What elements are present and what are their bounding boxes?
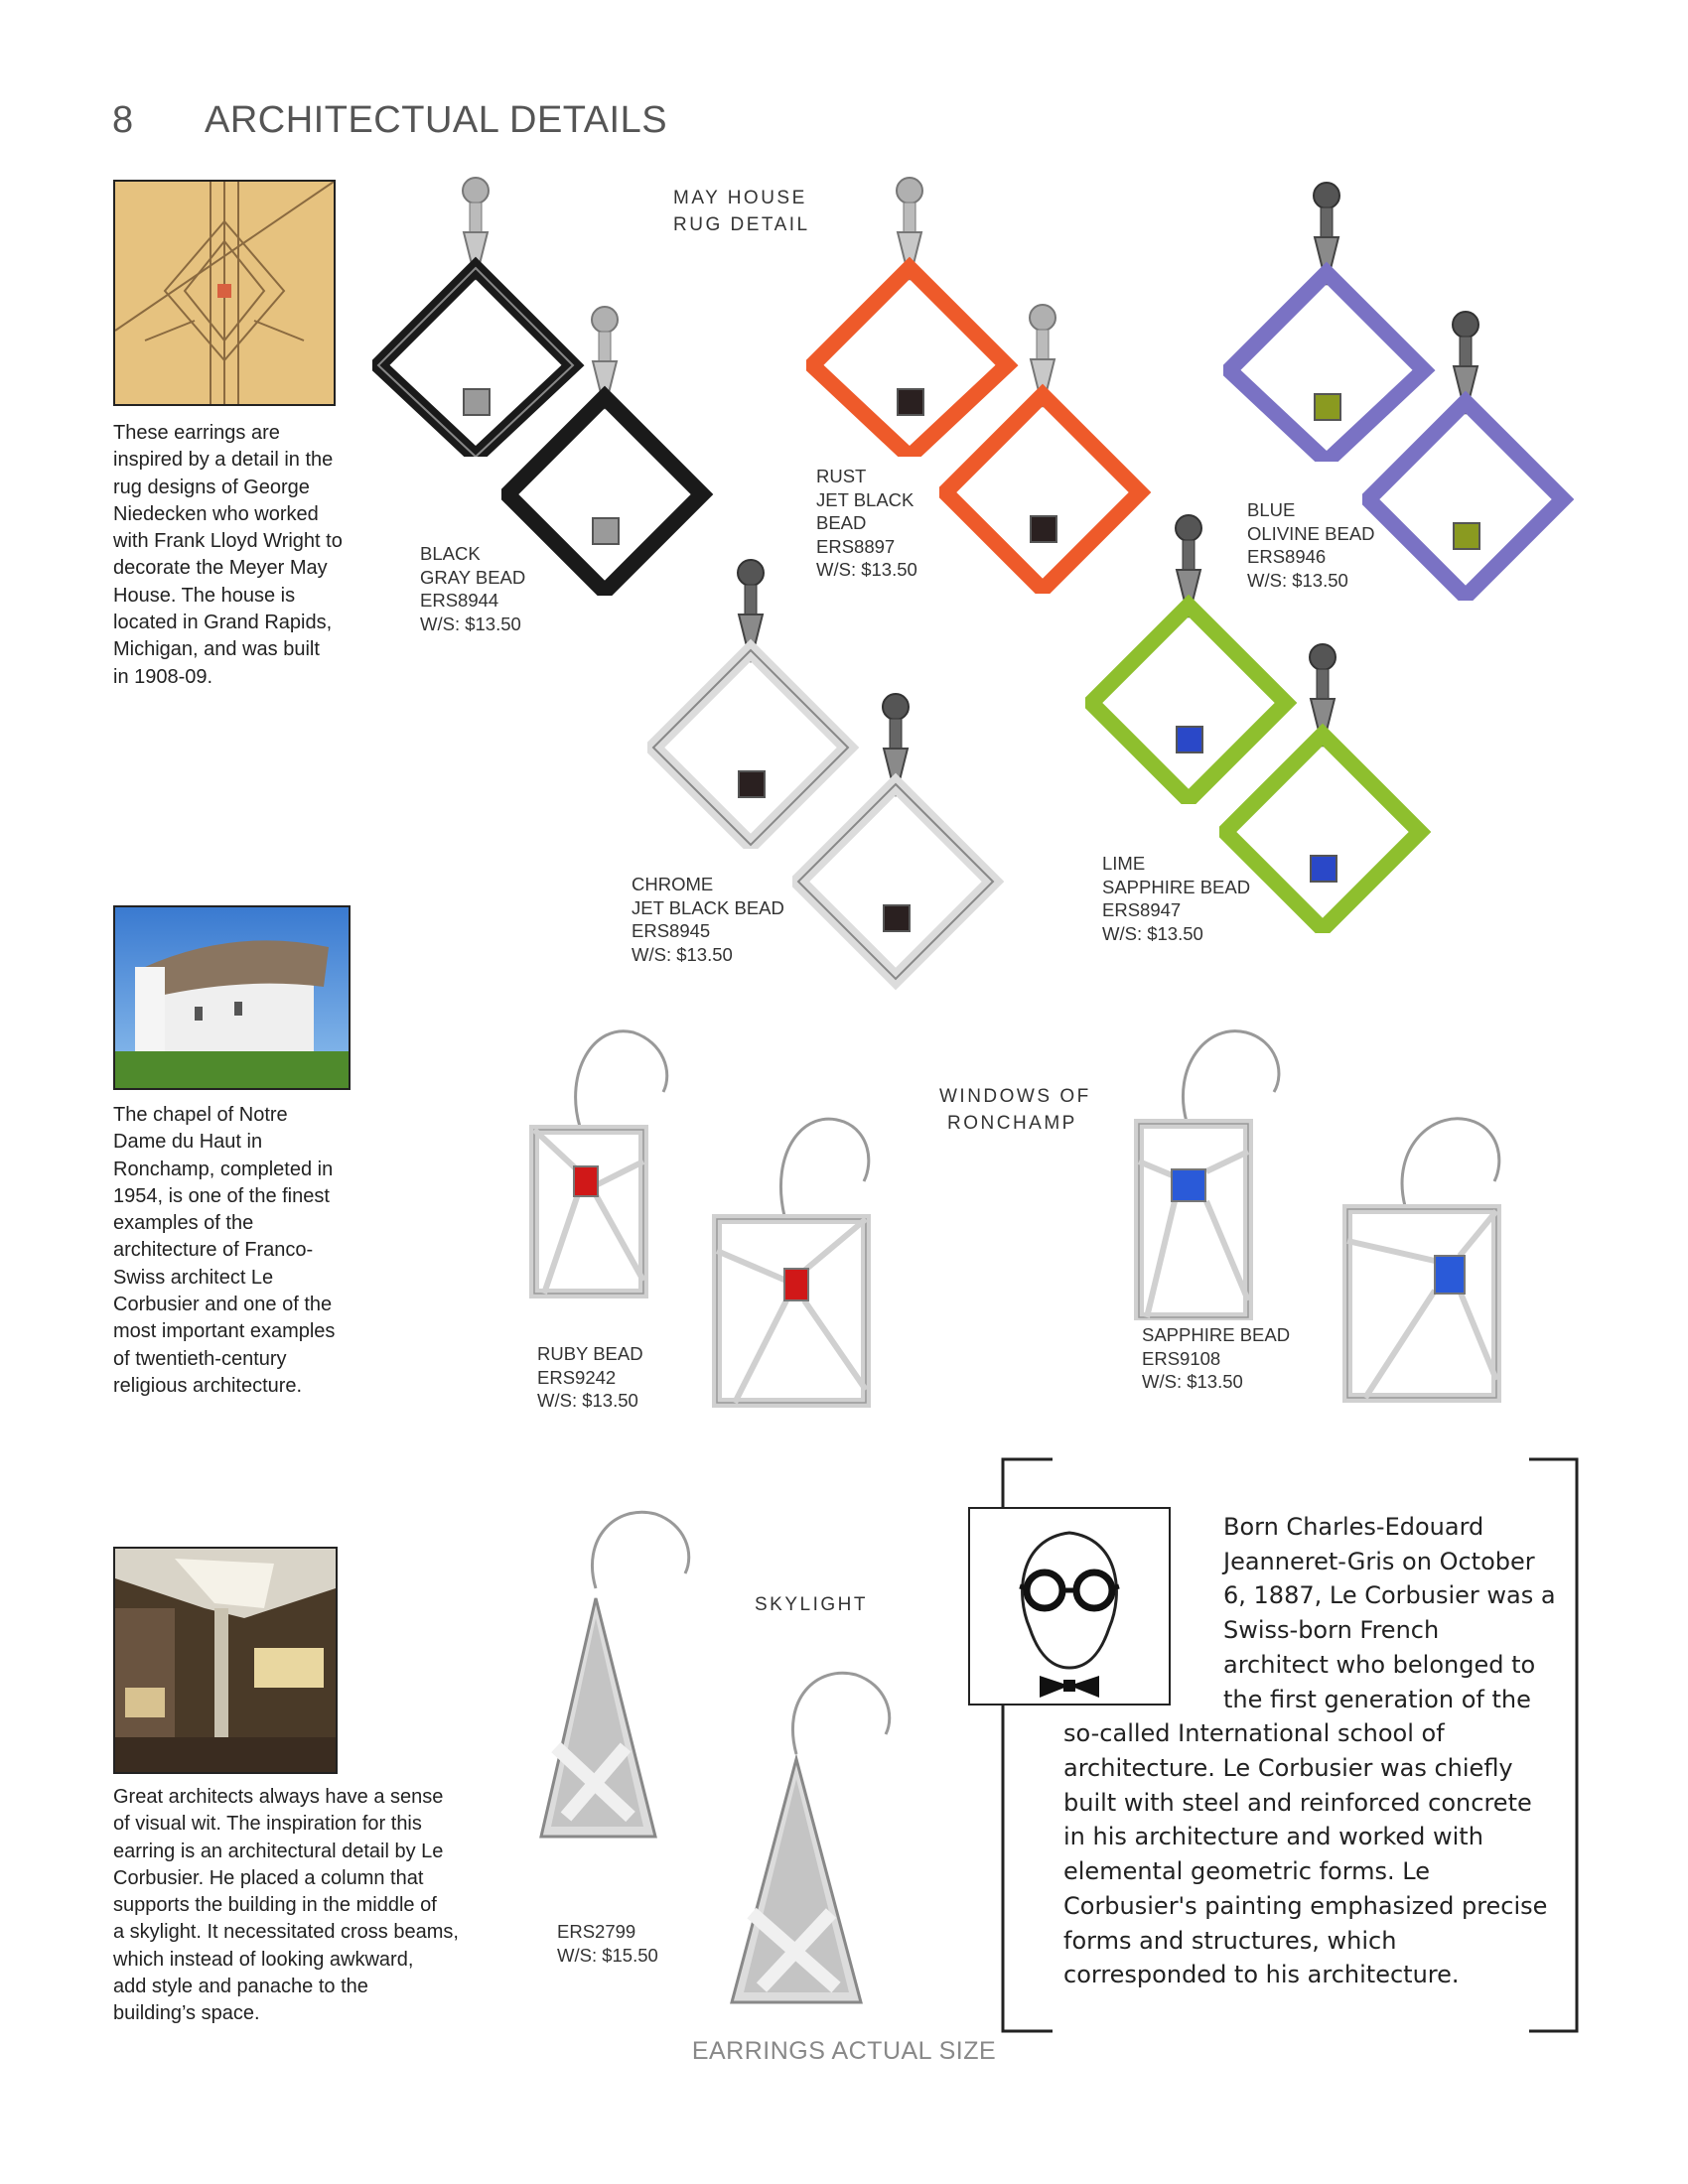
- page-title: ARCHITECTUAL DETAILS: [205, 99, 668, 141]
- earring-blue-2: [1362, 303, 1581, 601]
- label-chrome: CHROME JET BLACK BEAD ERS8945 W/S: $13.50: [632, 874, 784, 965]
- earring-skylight-2: [717, 1660, 935, 2017]
- may-house-section-title: MAY HOUSE RUG DETAIL: [673, 188, 810, 235]
- earring-lime-2: [1219, 635, 1438, 933]
- label-skylight: ERS2799 W/S: $15.50: [557, 1921, 658, 1966]
- earring-sapphire-2: [1336, 1092, 1574, 1420]
- earring-sapphire-1: [1127, 1013, 1345, 1320]
- skylight-interior-photo: [113, 1547, 338, 1774]
- label-blue: BLUE OLIVINE BEAD ERS8946 W/S: $13.50: [1247, 499, 1375, 591]
- earring-ruby-2: [705, 1092, 923, 1420]
- ronchamp-section-title: WINDOWS OF RONCHAMP: [939, 1086, 1091, 1134]
- label-ruby: RUBY BEAD ERS9242 W/S: $13.50: [537, 1343, 643, 1411]
- may-house-description: These earrings are inspired by a detail in the rug designs of George Niedecken who worked with Frank Lloyd Wright to decorate the Meyer May House. The house is located in Grand Rapids, Michigan, and was built in 1908-09.: [113, 422, 343, 688]
- rug-detail-photo: [113, 180, 336, 406]
- le-corbusier-portrait: [968, 1507, 1171, 1706]
- label-lime: LIME SAPPHIRE BEAD ERS8947 W/S: $13.50: [1102, 853, 1251, 944]
- le-corbusier-bio: Born Charles-Edouard Jeanneret-Gris on October 6, 1887, Le Corbusier was a Swiss-born French architect who belonged to the first generation of the so-called International school of architecture. Le Corbusier was chiefly built with steel and reinforced concrete in his architecture and worked with elemental geometric forms. Le Corbusier's painting emphasized precise forms and structures, which corresponded to his architecture.: [1063, 1513, 1556, 1988]
- label-black: BLACK GRAY BEAD ERS8944 W/S: $13.50: [420, 543, 526, 634]
- page-number: 8: [112, 99, 134, 141]
- skylight-section-title: SKYLIGHT: [755, 1594, 868, 1615]
- ronchamp-chapel-photo: [113, 905, 351, 1090]
- label-rust: RUST JET BLACK BEAD ERS8897 W/S: $13.50: [816, 466, 917, 580]
- ronchamp-description: The chapel of Notre Dame du Haut in Ronchamp, completed in 1954, is one of the finest examples of the architecture of Franco- Swiss architect Le Corbusier and one of the most important examples of twentieth-century religious architecture.: [113, 1104, 336, 1397]
- label-sapphire: SAPPHIRE BEAD ERS9108 W/S: $13.50: [1142, 1324, 1291, 1392]
- skylight-description: Great architects always have a sense of visual wit. The inspiration for this earring is an architectural detail by Le Corbusier. He placed a column that supports the building in the middle of a skylight. It necessitated cross beams, which instead of looking awkward, add style and panache to the building’s space.: [113, 1786, 459, 2025]
- earring-chrome-2: [792, 685, 1011, 993]
- footer-caption: EARRINGS ACTUAL SIZE: [691, 2037, 997, 2065]
